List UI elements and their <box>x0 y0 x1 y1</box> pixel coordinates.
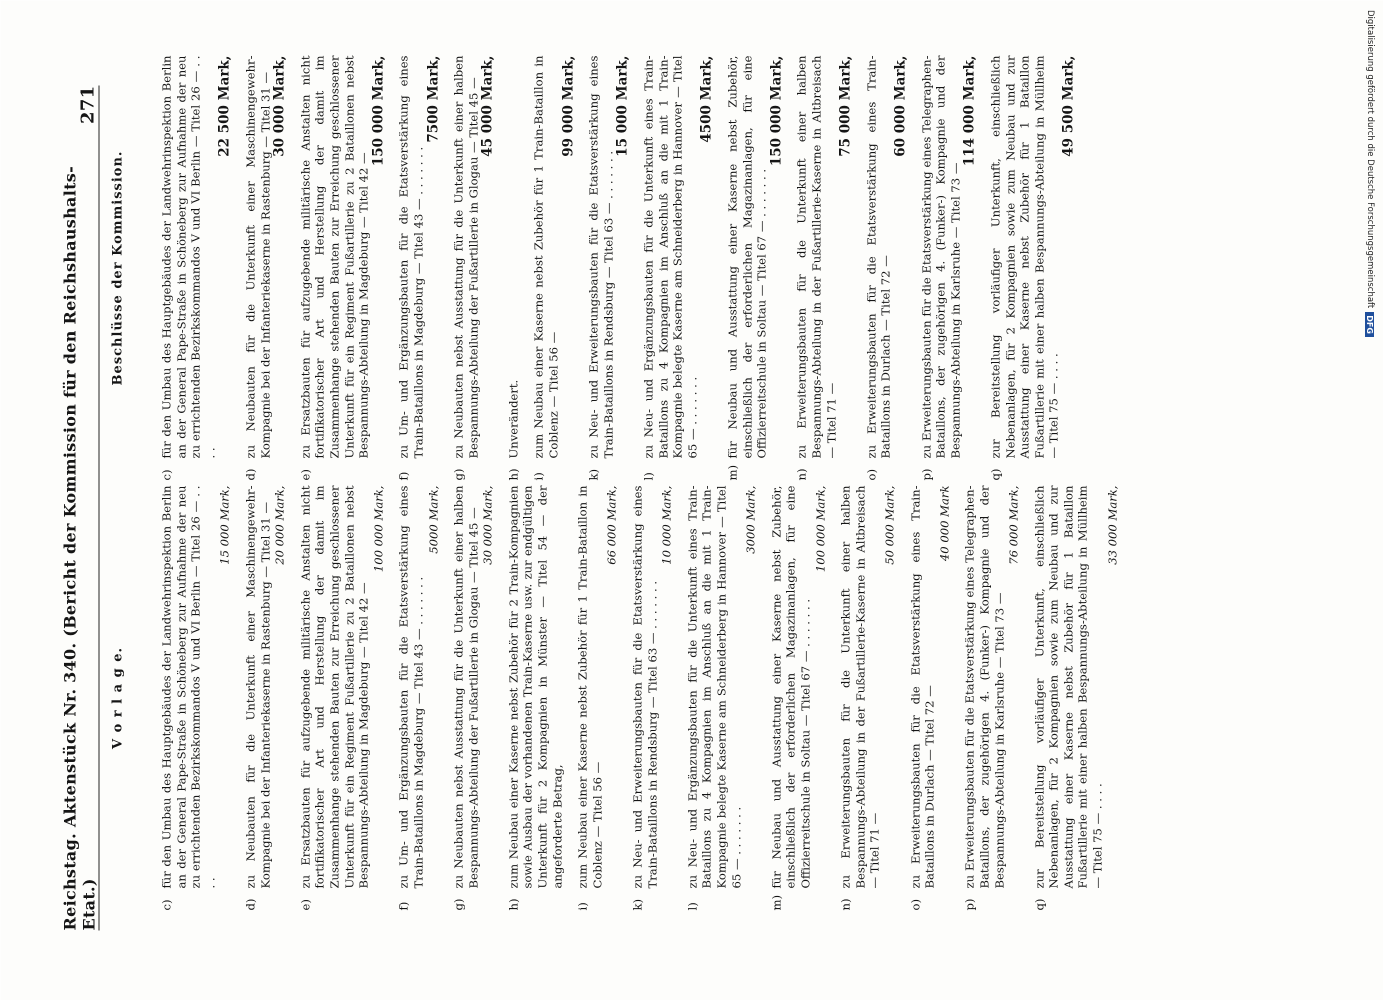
list-item <box>575 485 619 910</box>
item-label: o) <box>907 898 922 910</box>
item-text: zu Erweiterungsbauten für die Etatsverstärkung eines Telegraphen-Bataillons, der zugehörigen 4. (Funker-) Kompagnie und der Bespannungs-Abteilung in Karlsruhe — Titel 73 — <box>918 55 962 458</box>
column-heading: V o r l a g e. <box>110 646 125 749</box>
item-label: h) <box>505 468 520 480</box>
list-item <box>769 485 827 910</box>
item-text: zu Ersatzbauten für aufzugebende militärische Anstalten nicht fortifikatorischer Art und Herstellung der damit im Zusammenhange stehenden Bauten zur Erreichung geschlossener Unterkunft für ein Regiment Fußartillerie zu 2 Bataillonen nebst Bespannungs-Abteilung in Magdeburg — Titel 42 — <box>297 55 371 458</box>
item-label: q) <box>1031 898 1046 910</box>
item-text: zur Bereitstellung vorläufiger Unterkunft, einschließlich Nebenanlagen, für 2 Kompagnien sowie zum Neubau und zur Ausstattung einer Kaserne nebst Zubehör für 1 Bataillon Fußartillerie mit einer halben Bespannungs-Abteilung in Müllheim — Titel 75 — . . . . <box>987 55 1061 458</box>
list-item <box>396 55 440 480</box>
item-label: n) <box>838 898 853 910</box>
item-amount: 45 000 Mark, <box>479 55 496 157</box>
item-label: g) <box>451 898 466 910</box>
list-item <box>864 55 908 480</box>
item-text: zu Neubauten für die Unterkunft einer Maschinengewehr-Kompagnie bei der Infanteriekaserne in Rastenburg — Titel 31 — <box>242 485 272 888</box>
item-text: zu Neu- und Ergänzungsbauten für die Unterkunft eines Train-Bataillons zu 4 Kompagnien im Anschluß an die mit 1 Train-Kompagnie belegte Kaserne am Schneiderberg in Hannover — Titel 65 — . . . . . . . <box>684 485 743 888</box>
column-beschluesse <box>110 55 1086 480</box>
item-amount: 4500 Mark, <box>698 55 715 143</box>
list-item <box>396 485 440 910</box>
dfg-logo: DFG <box>1366 312 1375 337</box>
item-label: n) <box>794 468 809 480</box>
item-label: m) <box>725 464 739 480</box>
item-label: f) <box>396 901 411 910</box>
item-text: zur Bereitstellung vorläufiger Unterkunft, einschließlich Nebenanlagen, für 2 Kompagnien sowie zum Neubau und zur Ausstattung einer Kaserne nebst Zubehör für 1 Bataillon Fußartillerie mit einer halben Bespannungs-Abteilung in Müllheim — Titel 75 — . . . . <box>1031 485 1105 888</box>
item-text: zu Erweiterungsbauten für die Unterkunft einer halben Bespannungs-Abteilung in der Fußartillerie-Kaserne in Altbreisach — Titel 71 — <box>794 55 838 458</box>
item-text: zu Neubauten für die Unterkunft einer Maschinengewehr-Kompagnie bei der Infanteriekaserne in Rastenburg — Titel 31 — <box>242 55 272 458</box>
item-text: zu Erweiterungsbauten für die Etatsverstärkung eines Telegraphen-Bataillons, der zugehörigen 4. (Funker-) Kompagnie und der Bespannungs-Abteilung in Karlsruhe — Titel 73 — <box>962 485 1006 888</box>
item-text: zu Um- und Ergänzungsbauten für die Etatsverstärkung eines Train-Bataillons in Magdeburg — Titel 43 — . . . . . . . <box>396 55 425 458</box>
list-item <box>838 485 896 910</box>
list-item <box>794 55 852 480</box>
item-label: l) <box>641 471 656 480</box>
list-item <box>1032 485 1120 910</box>
item-label: f) <box>396 471 411 480</box>
item-amount: 33 000 Mark, <box>1104 485 1119 565</box>
item-amount: 30 000 Mark, <box>271 55 288 157</box>
item-amount: 60 000 Mark, <box>891 55 908 157</box>
list-item <box>908 485 952 910</box>
list-item <box>451 55 495 480</box>
item-amount: 22 500 Mark, <box>216 55 233 157</box>
list-item <box>685 485 758 910</box>
item-amount: 10 000 Mark, <box>659 485 674 565</box>
item-label: d) <box>242 898 257 910</box>
item-amount: 76 000 Mark, <box>1006 485 1021 565</box>
item-amount: 3000 Mark, <box>743 485 758 554</box>
list-item <box>243 485 287 910</box>
item-text: zu Neu- und Erweiterungsbauten für die Etatsverstärkung eines Train-Bataillons in Rendsburg — Titel 63 — . . . . . . . <box>630 485 659 888</box>
item-label: d) <box>242 468 257 480</box>
item-label: e) <box>297 898 312 910</box>
item-label: g) <box>451 468 466 480</box>
item-label: i) <box>575 901 590 910</box>
item-label: c) <box>159 898 173 910</box>
item-amount: 49 500 Mark, <box>1059 55 1076 157</box>
list-item <box>243 55 287 480</box>
list-item <box>630 485 674 910</box>
item-text: für Neubau und Ausstattung einer Kaserne nebst Zubehör, einschließlich der erforderlichen Magazinanlagen, für eine Offizierreitschule in Soltau — Titel 67 — . . . . . . . <box>768 485 812 888</box>
item-text: Unverändert. <box>505 379 520 458</box>
item-text: zu Ersatzbauten für aufzugebende militärische Anstalten nicht fortifikatorischer Art und Herstellung der damit im Zusammenhange stehenden Bauten zur Erreichung geschlossener Unterkunft für ein Regiment Fußartillerie zu 2 Bataillonen nebst Bespannungs-Abteilung in Magdeburg — Titel 42 — <box>297 485 371 888</box>
item-label: k) <box>630 898 645 910</box>
list-item <box>506 55 521 480</box>
column-heading: Beschlüsse der Kommission. <box>110 150 125 385</box>
item-label: h) <box>505 898 520 910</box>
item-amount: 66 000 Mark, <box>604 485 619 565</box>
item-text: für den Umbau des Hauptgebäudes der Landwehrinspektion Berlin an der General Pape-Straße in Schöneberg zur Aufnahme der neu zu errichtenden Bezirkskommandos V und VI Berlin — Titel 26 — . . . . <box>159 55 217 458</box>
item-label: m) <box>768 894 783 910</box>
item-amount: 75 000 Mark, <box>837 55 854 157</box>
list-item <box>919 55 977 480</box>
item-label: k) <box>586 468 601 480</box>
list-item <box>988 55 1076 480</box>
item-label: p) <box>918 468 933 480</box>
column-vorlage <box>110 485 1130 910</box>
list-item <box>962 485 1020 910</box>
item-label: o) <box>863 468 878 480</box>
item-amount: 100 000 Mark, <box>370 485 385 572</box>
item-label: i) <box>531 471 546 480</box>
item-amount: 5000 Mark, <box>425 485 440 554</box>
list-item <box>298 485 386 910</box>
list-item <box>159 55 232 480</box>
list-item <box>451 485 495 910</box>
item-amount: 114 000 Mark, <box>961 55 978 166</box>
list-item <box>298 55 386 480</box>
item-label: q) <box>987 468 1002 480</box>
item-text: zum Neubau einer Kaserne nebst Zubehör für 1 Train-Bataillon in Coblenz — Titel 56 — <box>531 55 561 458</box>
item-amount: 15 000 Mark, <box>217 485 232 565</box>
item-amount: 40 000 Mark <box>936 485 951 561</box>
item-label: c) <box>159 468 173 480</box>
item-text: zu Erweiterungsbauten für die Etatsverstärkung eines Train-Bataillons in Durlach — Titel 72 — <box>907 485 937 888</box>
item-amount: 99 000 Mark, <box>559 55 576 157</box>
item-label: e) <box>297 468 312 480</box>
item-amount: 150 000 Mark, <box>767 55 784 166</box>
item-label: p) <box>962 898 977 910</box>
item-amount: 20 000 Mark, <box>272 485 287 565</box>
list-item <box>641 55 714 480</box>
list-item <box>159 485 232 910</box>
item-text: für Neubau und Ausstattung einer Kaserne nebst Zubehör, einschließlich der erforderlichen Magazinanlagen, für eine Offizierreitschule in Soltau — Titel 67 — . . . . . . . <box>725 55 769 458</box>
item-text: zu Neu- und Ergänzungsbauten für die Unterkunft eines Train-Bataillons zu 4 Kompagnien im Anschluß an die mit 1 Train-Kompagnie belegte Kaserne am Schneiderberg in Hannover — Titel 65 — . . . . . . . <box>641 55 699 458</box>
item-amount: 15 000 Mark, <box>614 55 631 157</box>
list-item <box>506 485 564 910</box>
header-title: Reichstag. Aktenstück Nr. 340. (Bericht der Kommission für den Reichshaushalts-Etat.) <box>60 165 98 930</box>
item-text: zum Neubau einer Kaserne nebst Zubehör für 1 Train-Bataillon in Coblenz — Titel 56 — <box>575 485 604 888</box>
item-amount: 150 000 Mark, <box>369 55 386 166</box>
list-item <box>725 55 783 480</box>
item-text: zu Erweiterungsbauten für die Unterkunft einer halben Bespannungs-Abteilung in der Fußartillerie-Kaserne in Altbreisach — Titel 71 — <box>838 485 882 888</box>
list-item <box>586 55 630 480</box>
item-text: zum Neubau einer Kaserne nebst Zubehör für 2 Train-Kompagnien sowie Ausbau der vorhandenen Train-Kaserne usw. zur endgültigen Unterkunft für 2 Kompagnien in Münster — Titel 54 — der angeforderte Betrag, <box>505 485 564 888</box>
list-item <box>531 55 575 480</box>
credit-text: Digitalisierung gefördert durch die Deutsche Forschungsgemeinschaft <box>1365 10 1375 309</box>
item-text: zu Um- und Ergänzungsbauten für die Etatsverstärkung eines Train-Bataillons in Magdeburg — Titel 43 — . . . . . . . <box>396 485 425 888</box>
item-text: zu Neubauten nebst Ausstattung für die Unterkunft einer halben Bespannungs-Abteilung der Fußartillerie in Glogau — Titel 45 — <box>451 485 480 888</box>
page-number: 271 <box>77 85 98 124</box>
item-amount: 30 000 Mark, <box>480 485 495 565</box>
item-text: zu Neu- und Erweiterungsbauten für die Etatsverstärkung eines Train-Bataillons in Rendsburg — Titel 63 — . . . . . . . <box>586 55 615 458</box>
item-label: l) <box>684 901 699 910</box>
item-text: zu Erweiterungsbauten für die Etatsverstärkung eines Train-Bataillons in Durlach — Titel 72 — <box>863 55 893 458</box>
item-amount: 7500 Mark, <box>424 55 441 143</box>
digitization-credit <box>1363 10 1377 370</box>
item-text: zu Neubauten nebst Ausstattung für die Unterkunft einer halben Bespannungs-Abteilung der Fußartillerie in Glogau — Titel 45 — <box>451 55 480 458</box>
page-header <box>60 85 99 930</box>
item-text: für den Umbau des Hauptgebäudes der Landwehrinspektion Berlin an der General Pape-Straße in Schöneberg zur Aufnahme der neu zu errichtenden Bezirkskommandos V und VI Berlin — Titel 26 — . . . . <box>159 485 217 888</box>
item-amount: 50 000 Mark, <box>881 485 896 565</box>
item-amount: 100 000 Mark, <box>812 485 827 572</box>
